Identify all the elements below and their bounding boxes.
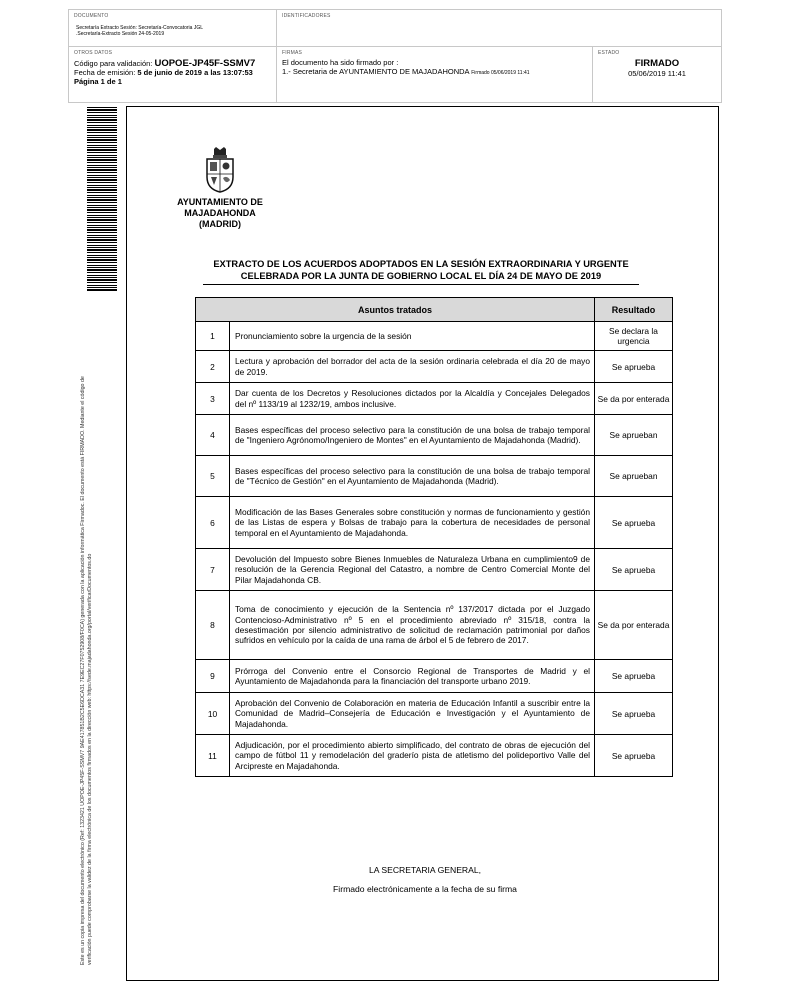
firmas-label: FIRMAS — [282, 50, 303, 56]
row-number: 4 — [196, 415, 230, 456]
row-number: 10 — [196, 693, 230, 735]
agreements-table — [195, 297, 673, 777]
table-row — [196, 660, 673, 693]
row-subject: Bases específicas del proceso selectivo para la constitución de una bolsa de trabajo temporal de "Ingeniero Agrónomo/Ingeniero de Montes" en el Ayuntamiento de Majadahonda (Madrid). — [230, 415, 595, 456]
estado-cell — [593, 47, 721, 102]
codigo-validacion — [74, 59, 271, 68]
org-line-1: AYUNTAMIENTO DE — [177, 197, 263, 207]
organization-name — [160, 197, 280, 230]
row-result: Se aprueba — [595, 735, 673, 777]
row-number: 2 — [196, 351, 230, 383]
identificadores-cell — [277, 10, 721, 47]
barcode — [87, 107, 117, 292]
closing-block — [290, 865, 560, 894]
row-result: Se aprueban — [595, 456, 673, 497]
fecha-label: Fecha de emisión: — [74, 68, 138, 77]
firmas-cell — [277, 47, 593, 102]
row-subject: Toma de conocimiento y ejecución de la Sentencia nº 137/2017 dictada por el Juzgado Contencioso-Administrativo nº 5 en el procedimiento abreviado nº 315/18, contra la desestimación por silencio administrativo de solicitud de reclamación patrimonial por daños sufridos en vehículo por la caída de una rama de árbol el 5 de febrero de 2017. — [230, 591, 595, 660]
table-row — [196, 549, 673, 591]
row-number: 8 — [196, 591, 230, 660]
documento-text-2: .Secretaría-Extracto Sesión 24-05-2019 — [76, 31, 165, 37]
codigo-value: UOPOE-JP45F-SSMV7 — [154, 58, 256, 69]
table-row — [196, 322, 673, 351]
row-result: Se aprueba — [595, 549, 673, 591]
identificadores-label: IDENTIFICADORES — [282, 13, 331, 19]
row-number: 3 — [196, 383, 230, 415]
org-line-3: (MADRID) — [199, 219, 241, 229]
title-line-2: CELEBRADA POR LA JUNTA DE GOBIERNO LOCAL EL DÍA 24 DE MAYO DE 2019 — [240, 271, 602, 281]
fecha-value: 5 de junio de 2019 a las 13:07:53 — [137, 68, 253, 77]
side-text-2: verificación puede comprobarse la validez de la firma electrónica de los documentos firmados en la dirección web: https://sede.majadahonda.org/portal/verificarDocumentos.do — [87, 553, 93, 965]
row-subject: Bases específicas del proceso selectivo para la constitución de una bolsa de trabajo temporal de "Técnico de Gestión" en el Ayuntamiento de Majadahonda (Madrid). — [230, 456, 595, 497]
table-header-row — [196, 298, 673, 322]
table-row — [196, 693, 673, 735]
table-row — [196, 383, 673, 415]
codigo-label: Código para validación: — [74, 59, 155, 68]
table-row — [196, 497, 673, 549]
title-underline — [203, 284, 639, 285]
row-result: Se aprueba — [595, 497, 673, 549]
row-number: 9 — [196, 660, 230, 693]
documento-label: DOCUMENTO — [74, 13, 109, 19]
otros-datos-label: OTROS DATOS — [74, 50, 113, 56]
table-row — [196, 456, 673, 497]
table-row — [196, 415, 673, 456]
row-subject: Lectura y aprobación del borrador del acta de la sesión ordinaria celebrada el día 20 de mayo de 2019. — [230, 351, 595, 383]
estado-label: ESTADO — [598, 50, 620, 56]
pagina: Página 1 de 1 — [74, 77, 122, 86]
row-number: 6 — [196, 497, 230, 549]
row-subject: Prórroga del Convenio entre el Consorcio Regional de Transportes de Madrid y el Ayuntamiento de Majadahonda para la financiación del transporte urbano 2019. — [230, 660, 595, 693]
row-number: 11 — [196, 735, 230, 777]
row-result: Se declara la urgencia — [595, 322, 673, 351]
firmas-text: El documento ha sido firmado por : — [282, 58, 399, 67]
firmante-fecha: Firmado 05/06/2019 11:41 — [471, 70, 530, 76]
row-result: Se aprueba — [595, 693, 673, 735]
table-body — [196, 322, 673, 777]
row-subject: Adjudicación, por el procedimiento abierto simplificado, del contrato de obras de ejecución del campo de fútbol 11 y remodelación del graderío pista de atletismo del polideportivo Valle del Arcipreste en Majadahonda. — [230, 735, 595, 777]
coat-of-arms-icon — [204, 147, 236, 193]
row-subject: Aprobación del Convenio de Colaboración en materia de Educación Infantil a suscribir entre la Comunidad de Madrid–Consejería de Educación e Investigación y el Ayuntamiento de Majadahonda. — [230, 693, 595, 735]
col-resultado-header: Resultado — [595, 298, 673, 322]
row-subject: Pronunciamiento sobre la urgencia de la sesión — [230, 322, 595, 351]
row-result: Se aprueba — [595, 660, 673, 693]
closing-line-2: Firmado electrónicamente a la fecha de su firma — [333, 884, 517, 894]
estado-fecha: 05/06/2019 11:41 — [628, 69, 686, 78]
row-result: Se aprueba — [595, 351, 673, 383]
document-header — [68, 9, 722, 103]
fecha-emision — [74, 68, 271, 77]
row-result: Se aprueban — [595, 415, 673, 456]
documento-cell — [69, 10, 277, 47]
firmante-line — [282, 67, 587, 78]
row-subject: Modificación de las Bases Generales sobre constitución y normas de funcionamiento y gestión de las Listas de espera y Bolsas de trabajo para la cobertura de necesidades de personal temporal en el Ayuntamiento de Majadahonda. — [230, 497, 595, 549]
row-result: Se da por enterada — [595, 383, 673, 415]
documento-text: Secretaría Extracto Sesión: Secretaría-Convocatoria JGL — [76, 25, 204, 31]
row-result: Se da por enterada — [595, 591, 673, 660]
table-row — [196, 351, 673, 383]
row-subject: Devolución del Impuesto sobre Bienes Inmuebles de Naturaleza Urbana en cumplimiento9 de resolución de la Gerencia Regional del Catastro, a nombre de Centro Comercial Monte del Pilar Majadahonda CB. — [230, 549, 595, 591]
estado-value: FIRMADO — [634, 58, 680, 69]
row-number: 5 — [196, 456, 230, 497]
closing-line-1: LA SECRETARIA GENERAL, — [368, 865, 482, 875]
table-row — [196, 735, 673, 777]
document-title — [196, 258, 646, 282]
firmante: 1.- Secretaria de AYUNTAMIENTO DE MAJADAHONDA — [282, 67, 470, 76]
table-row — [196, 591, 673, 660]
row-subject: Dar cuenta de los Decretos y Resoluciones dictados por la Alcaldía y Concejales Delegados del nº 1133/19 al 1232/19, ambos inclusive. — [230, 383, 595, 415]
row-number: 1 — [196, 322, 230, 351]
otros-datos-cell — [69, 47, 277, 102]
row-number: 7 — [196, 549, 230, 591]
col-asuntos-header: Asuntos tratados — [196, 298, 595, 322]
side-text-1: Este es un copia impresa del documento electrónico (Ref: 1323421 UOPOE-JP45F-SSMV7 9AE417851B2C5E6DCA31 7E9EC27F0752908/F0CA) generada con la aplicación informática Firmadoc. El documento está FIRMADO. Mediante el código de — [80, 376, 86, 965]
title-line-1: EXTRACTO DE LOS ACUERDOS ADOPTADOS EN LA SESIÓN EXTRAORDINARIA Y URGENTE — [213, 259, 629, 269]
vertical-verification-text — [80, 285, 94, 965]
org-line-2: MAJADAHONDA — [184, 208, 256, 218]
